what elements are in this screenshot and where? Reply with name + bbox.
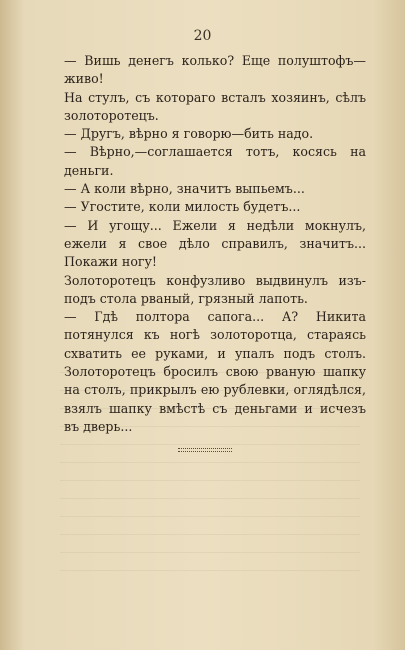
section-divider bbox=[178, 448, 232, 452]
paragraph: — Другъ, вѣрно я говорю—бить надо. bbox=[64, 126, 314, 142]
paragraph: — Вѣрно,—соглашается тотъ, косясь на деньги. bbox=[64, 144, 366, 178]
paragraph: — Вишь денегъ колько? Еще полуштофъ—живо! bbox=[64, 53, 366, 87]
page-number: 20 bbox=[193, 28, 212, 44]
paragraph: — Гдѣ полтора сапога... А? Никита потянулся къ ногѣ золоторотца, стараясь схватить ее руками, и упалъ подъ столъ. Золоторотецъ бросилъ свою рваную шапку на столъ, прикрылъ ею рублевки, оглядѣлся, взялъ шапку вмѣстѣ съ деньгами и исчезъ въ дверь... bbox=[64, 309, 366, 434]
page-text bbox=[64, 52, 366, 436]
paragraph: — Угостите, коли милость будетъ... bbox=[64, 199, 301, 215]
paragraph: — А коли вѣрно, значитъ выпьемъ... bbox=[64, 181, 305, 197]
paragraph: На стулъ, съ котораго всталъ хозяинъ, сѣлъ золоторотецъ. bbox=[64, 89, 366, 123]
paragraph: Золоторотецъ конфузливо выдвинулъ изъ-подъ стола рваный, грязный лапоть. bbox=[64, 272, 366, 306]
paragraph: — И угощу... Ежели я недѣли мокнулъ, ежели я свое дѣло справилъ, значитъ... Покажи ногу! bbox=[64, 217, 366, 270]
